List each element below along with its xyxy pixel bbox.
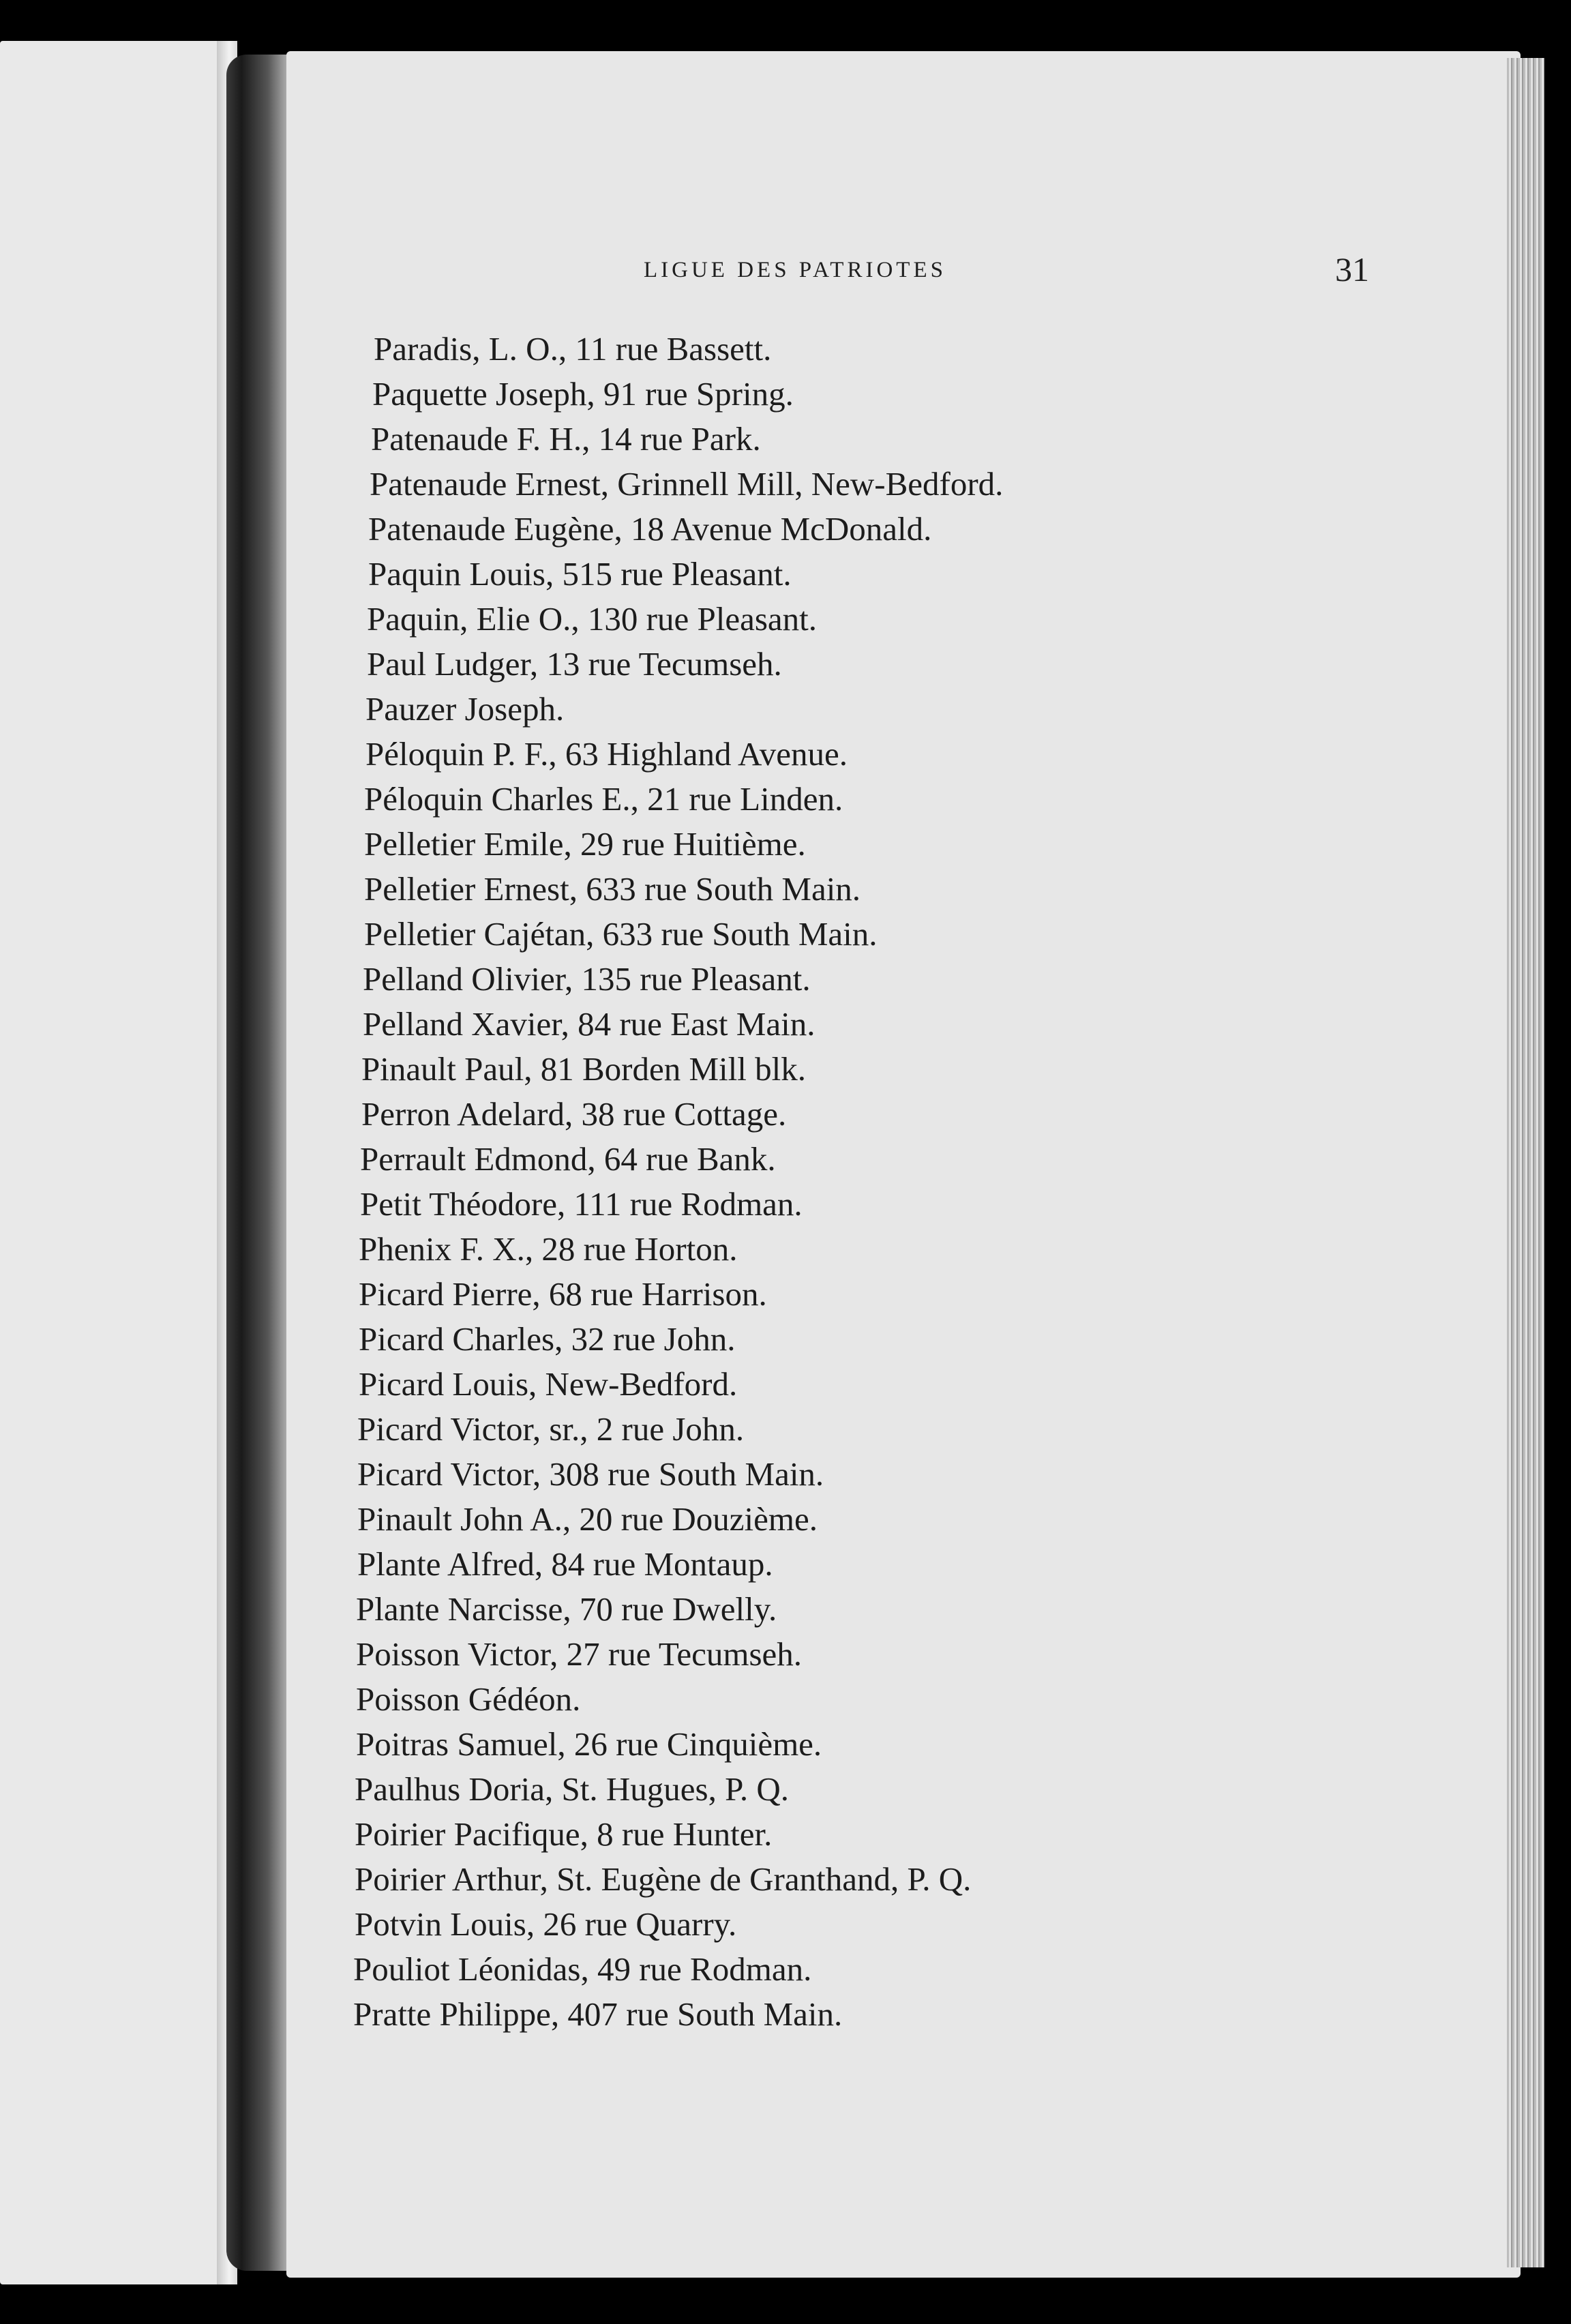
list-item: Perron Adelard, 38 rue Cottage. bbox=[361, 1095, 787, 1133]
list-item: Picard Louis, New-Bedford. bbox=[359, 1365, 738, 1403]
running-head: LIGUE DES PATRIOTES bbox=[644, 258, 946, 282]
list-item: Paquette Joseph, 91 rue Spring. bbox=[372, 375, 794, 413]
list-item: Poirier Pacifique, 8 rue Hunter. bbox=[355, 1815, 773, 1853]
list-item: Péloquin P. F., 63 Highland Avenue. bbox=[365, 735, 848, 773]
list-item: Pinault Paul, 81 Borden Mill blk. bbox=[361, 1050, 806, 1088]
list-item: Picard Pierre, 68 rue Harrison. bbox=[359, 1275, 767, 1313]
list-item: Paquin, Elie O., 130 rue Pleasant. bbox=[367, 600, 818, 638]
page-number: 31 bbox=[1335, 250, 1369, 288]
list-item: Paul Ludger, 13 rue Tecumseh. bbox=[367, 645, 782, 683]
list-item: Picard Charles, 32 rue John. bbox=[359, 1320, 736, 1358]
list-item: Pelland Xavier, 84 rue East Main. bbox=[363, 1005, 816, 1043]
list-item: Poisson Victor, 27 rue Tecumseh. bbox=[356, 1635, 803, 1673]
list-item: Poitras Samuel, 26 rue Cinquième. bbox=[356, 1725, 822, 1763]
list-item: Poirier Arthur, St. Eugène de Granthand, P. Q. bbox=[355, 1860, 972, 1898]
list-item: Phenix F. X., 28 rue Horton. bbox=[359, 1230, 738, 1268]
list-item: Pelletier Emile, 29 rue Huitième. bbox=[364, 825, 806, 863]
list-item: Picard Victor, sr., 2 rue John. bbox=[357, 1410, 745, 1448]
list-item: Petit Théodore, 111 rue Rodman. bbox=[360, 1185, 803, 1223]
list-item: Pinault John A., 20 rue Douzième. bbox=[357, 1500, 818, 1538]
list-item: Plante Alfred, 84 rue Montaup. bbox=[357, 1545, 773, 1583]
list-item: Paulhus Doria, St. Hugues, P. Q. bbox=[355, 1770, 790, 1808]
list-item: Paradis, L. O., 11 rue Bassett. bbox=[374, 330, 772, 368]
list-item: Patenaude Ernest, Grinnell Mill, New-Bedford. bbox=[370, 465, 1004, 503]
list-item: Perrault Edmond, 64 rue Bank. bbox=[360, 1140, 776, 1178]
list-item: Paquin Louis, 515 rue Pleasant. bbox=[368, 555, 792, 593]
list-item: Péloquin Charles E., 21 rue Linden. bbox=[364, 780, 843, 818]
list-item: Picard Victor, 308 rue South Main. bbox=[357, 1455, 824, 1493]
list-item: Pratte Philippe, 407 rue South Main. bbox=[353, 1995, 843, 2033]
list-item: Pelletier Cajétan, 633 rue South Main. bbox=[364, 915, 878, 953]
list-item: Pauzer Joseph. bbox=[365, 690, 565, 728]
list-item: Plante Narcisse, 70 rue Dwelly. bbox=[356, 1590, 777, 1628]
list-item: Poisson Gédéon. bbox=[356, 1680, 581, 1718]
list-item: Pelland Olivier, 135 rue Pleasant. bbox=[363, 960, 811, 998]
list-item: Pouliot Léonidas, 49 rue Rodman. bbox=[353, 1950, 812, 1988]
list-item: Pelletier Ernest, 633 rue South Main. bbox=[364, 870, 861, 908]
list-item: Patenaude Eugène, 18 Avenue McDonald. bbox=[368, 510, 932, 548]
list-item: Potvin Louis, 26 rue Quarry. bbox=[355, 1905, 737, 1943]
list-item: Patenaude F. H., 14 rue Park. bbox=[371, 420, 761, 458]
